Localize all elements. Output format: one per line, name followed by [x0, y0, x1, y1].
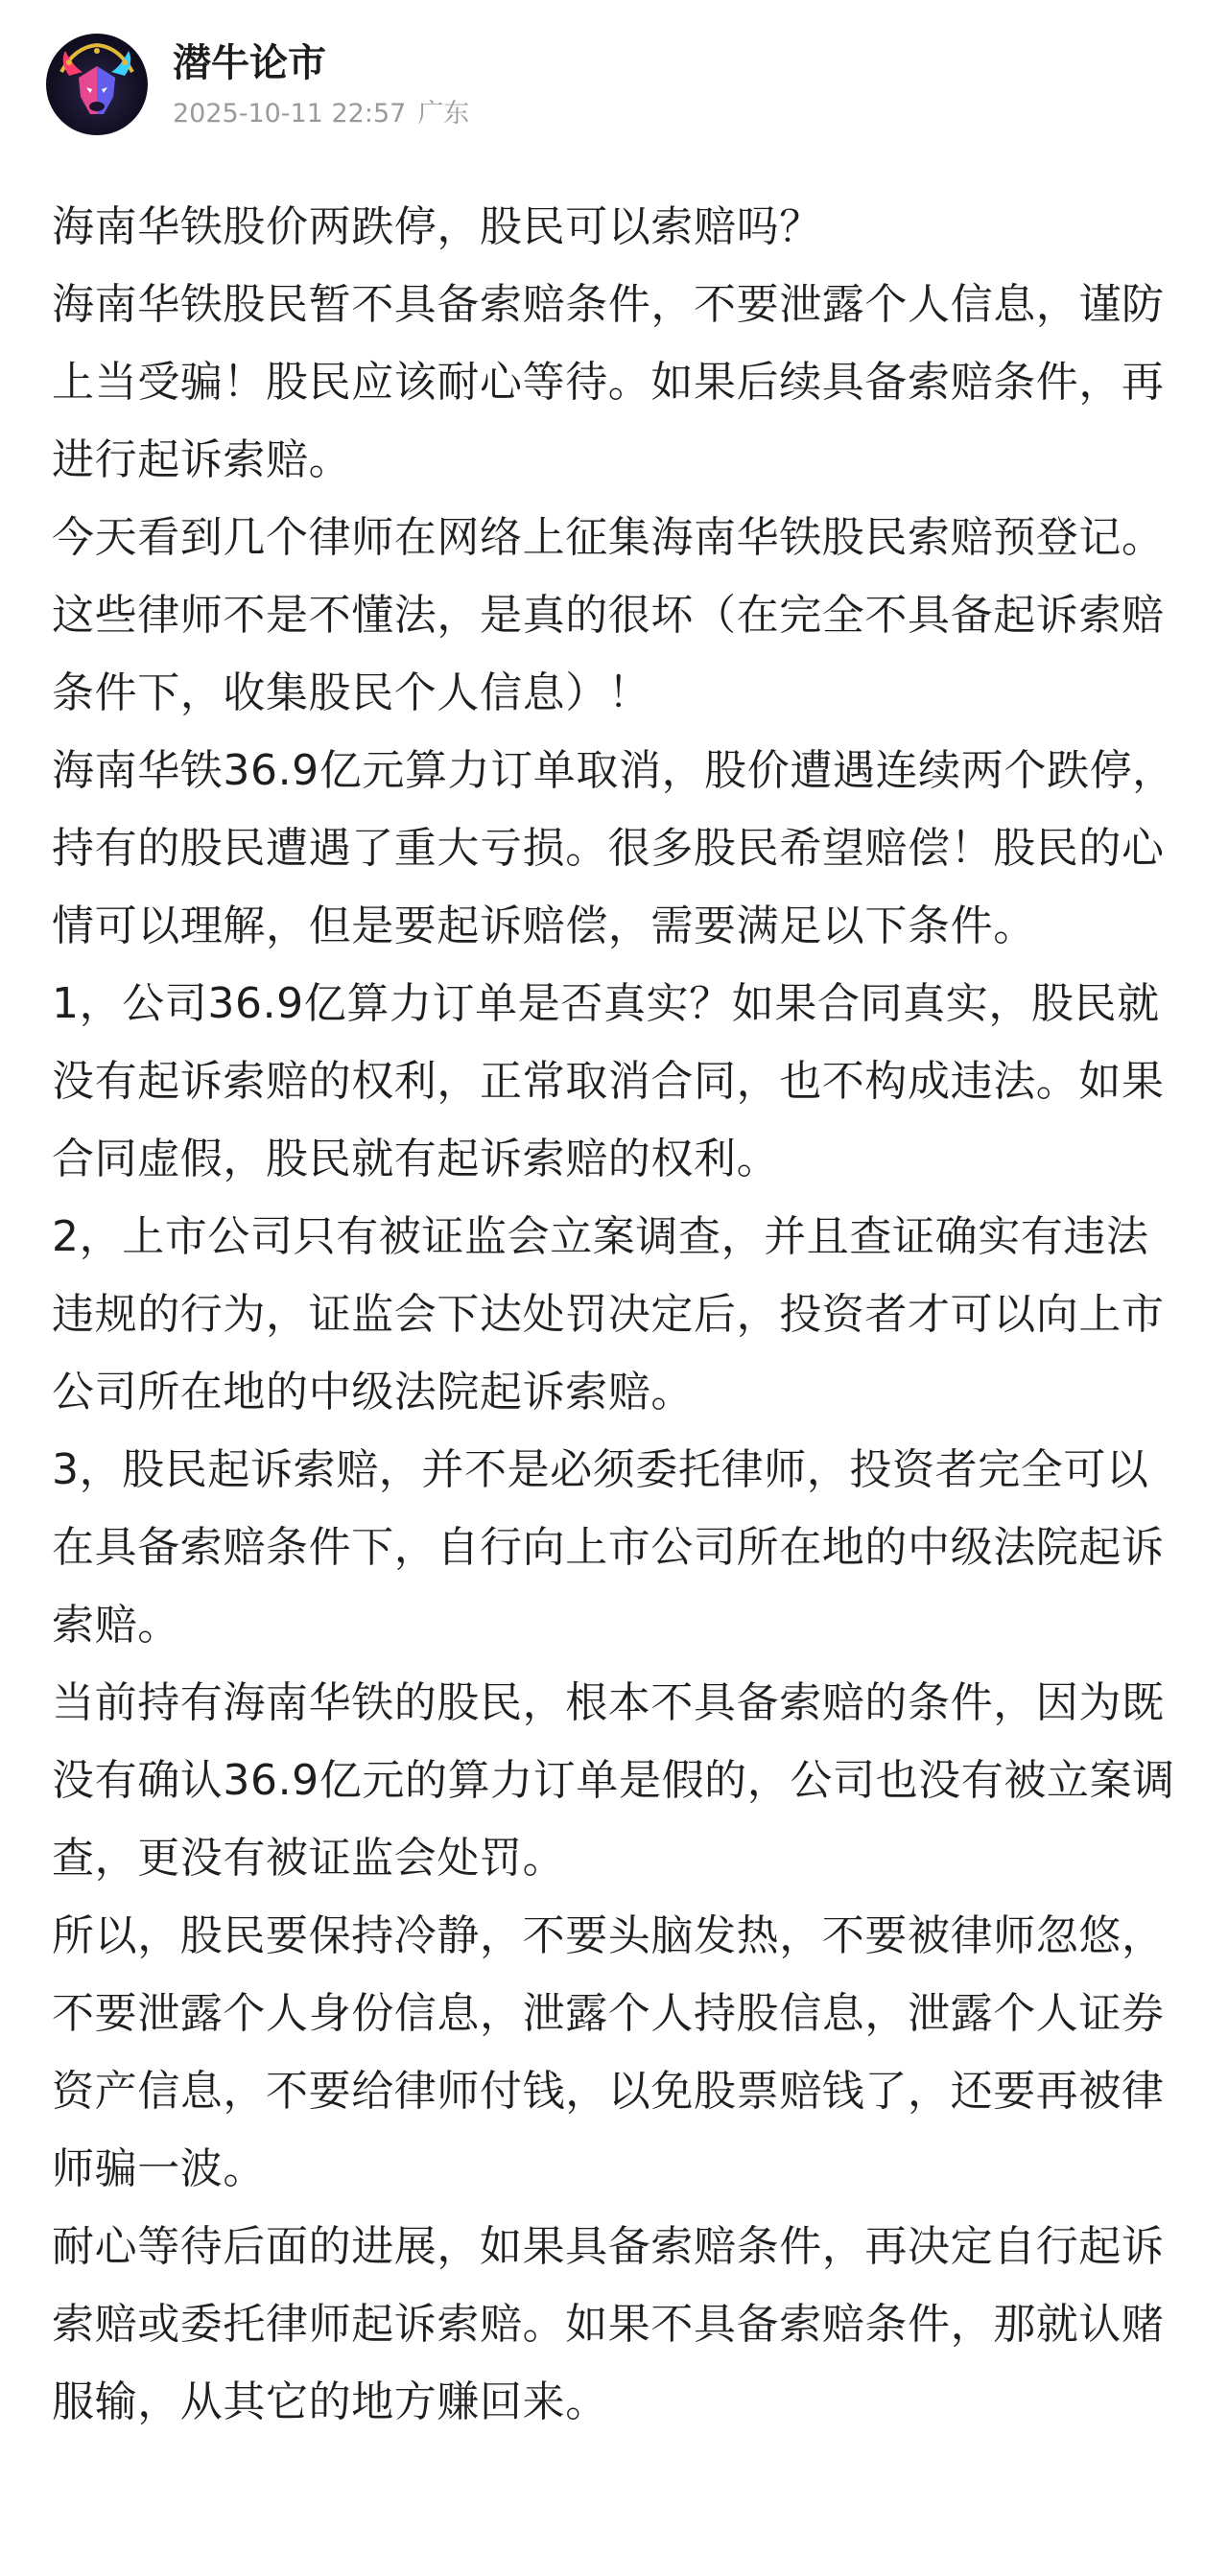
avatar[interactable]: [46, 34, 148, 135]
bull-logo-icon: [46, 34, 148, 135]
article-paragraph: 海南华铁36.9亿元算力订单取消，股价遭遇连续两个跌停，持有的股民遭遇了重大亏损。很多股民希望赔偿！股民的心情可以理解，但是要起诉赔偿，需要满足以下条件。: [52, 746, 1175, 950]
author-block: [173, 38, 469, 130]
article-paragraph: 2，上市公司只有被证监会立案调查，并且查证确实有违法违规的行为，证监会下达处罚决定后，投资者才可以向上市公司所在地的中级法院起诉索赔。: [52, 1212, 1165, 1417]
post-header: [46, 27, 1182, 142]
article-paragraph: 1，公司36.9亿算力订单是否真实？如果合同真实，股民就没有起诉索赔的权利，正常取消合同，也不构成违法。如果合同虚假，股民就有起诉索赔的权利。: [52, 979, 1165, 1183]
post-timestamp: 2025-10-11 22:57: [173, 99, 407, 129]
author-name[interactable]: 潜牛论市: [173, 41, 326, 85]
article-paragraph: 当前持有海南华铁的股民，根本不具备索赔的条件，因为既没有确认36.9亿元的算力订单是假的，公司也没有被立案调查，更没有被证监会处罚。: [52, 1678, 1175, 1883]
article-paragraph: 耐心等待后面的进展，如果具备索赔条件，再决定自行起诉索赔或委托律师起诉索赔。如果不具备索赔条件，那就认赌服输，从其它的地方赚回来。: [52, 2222, 1165, 2426]
article-paragraph: 3，股民起诉索赔，并不是必须委托律师，投资者完全可以在具备索赔条件下，自行向上市公司所在地的中级法院起诉索赔。: [52, 1445, 1165, 1650]
article-paragraph: 海南华铁股价两跌停，股民可以索赔吗？: [52, 202, 822, 251]
post-meta: [173, 98, 469, 130]
article-paragraph: 今天看到几个律师在网络上征集海南华铁股民索赔预登记。这些律师不是不懂法，是真的很坏（在完全不具备起诉索赔条件下，收集股民个人信息）！: [52, 513, 1165, 717]
article-body: [52, 188, 1190, 2441]
article-paragraph: 所以，股民要保持冷静，不要头脑发热，不要被律师忽悠，不要泄露个人身份信息，泄露个人持股信息，泄露个人证券资产信息，不要给律师付钱，以免股票赔钱了，还要再被律师骗一波。: [52, 1911, 1165, 2193]
article-paragraph: 海南华铁股民暂不具备索赔条件，不要泄露个人信息，谨防上当受骗！股民应该耐心等待。如果后续具备索赔条件，再进行起诉索赔。: [52, 280, 1165, 484]
post-location: 广东: [417, 99, 470, 129]
